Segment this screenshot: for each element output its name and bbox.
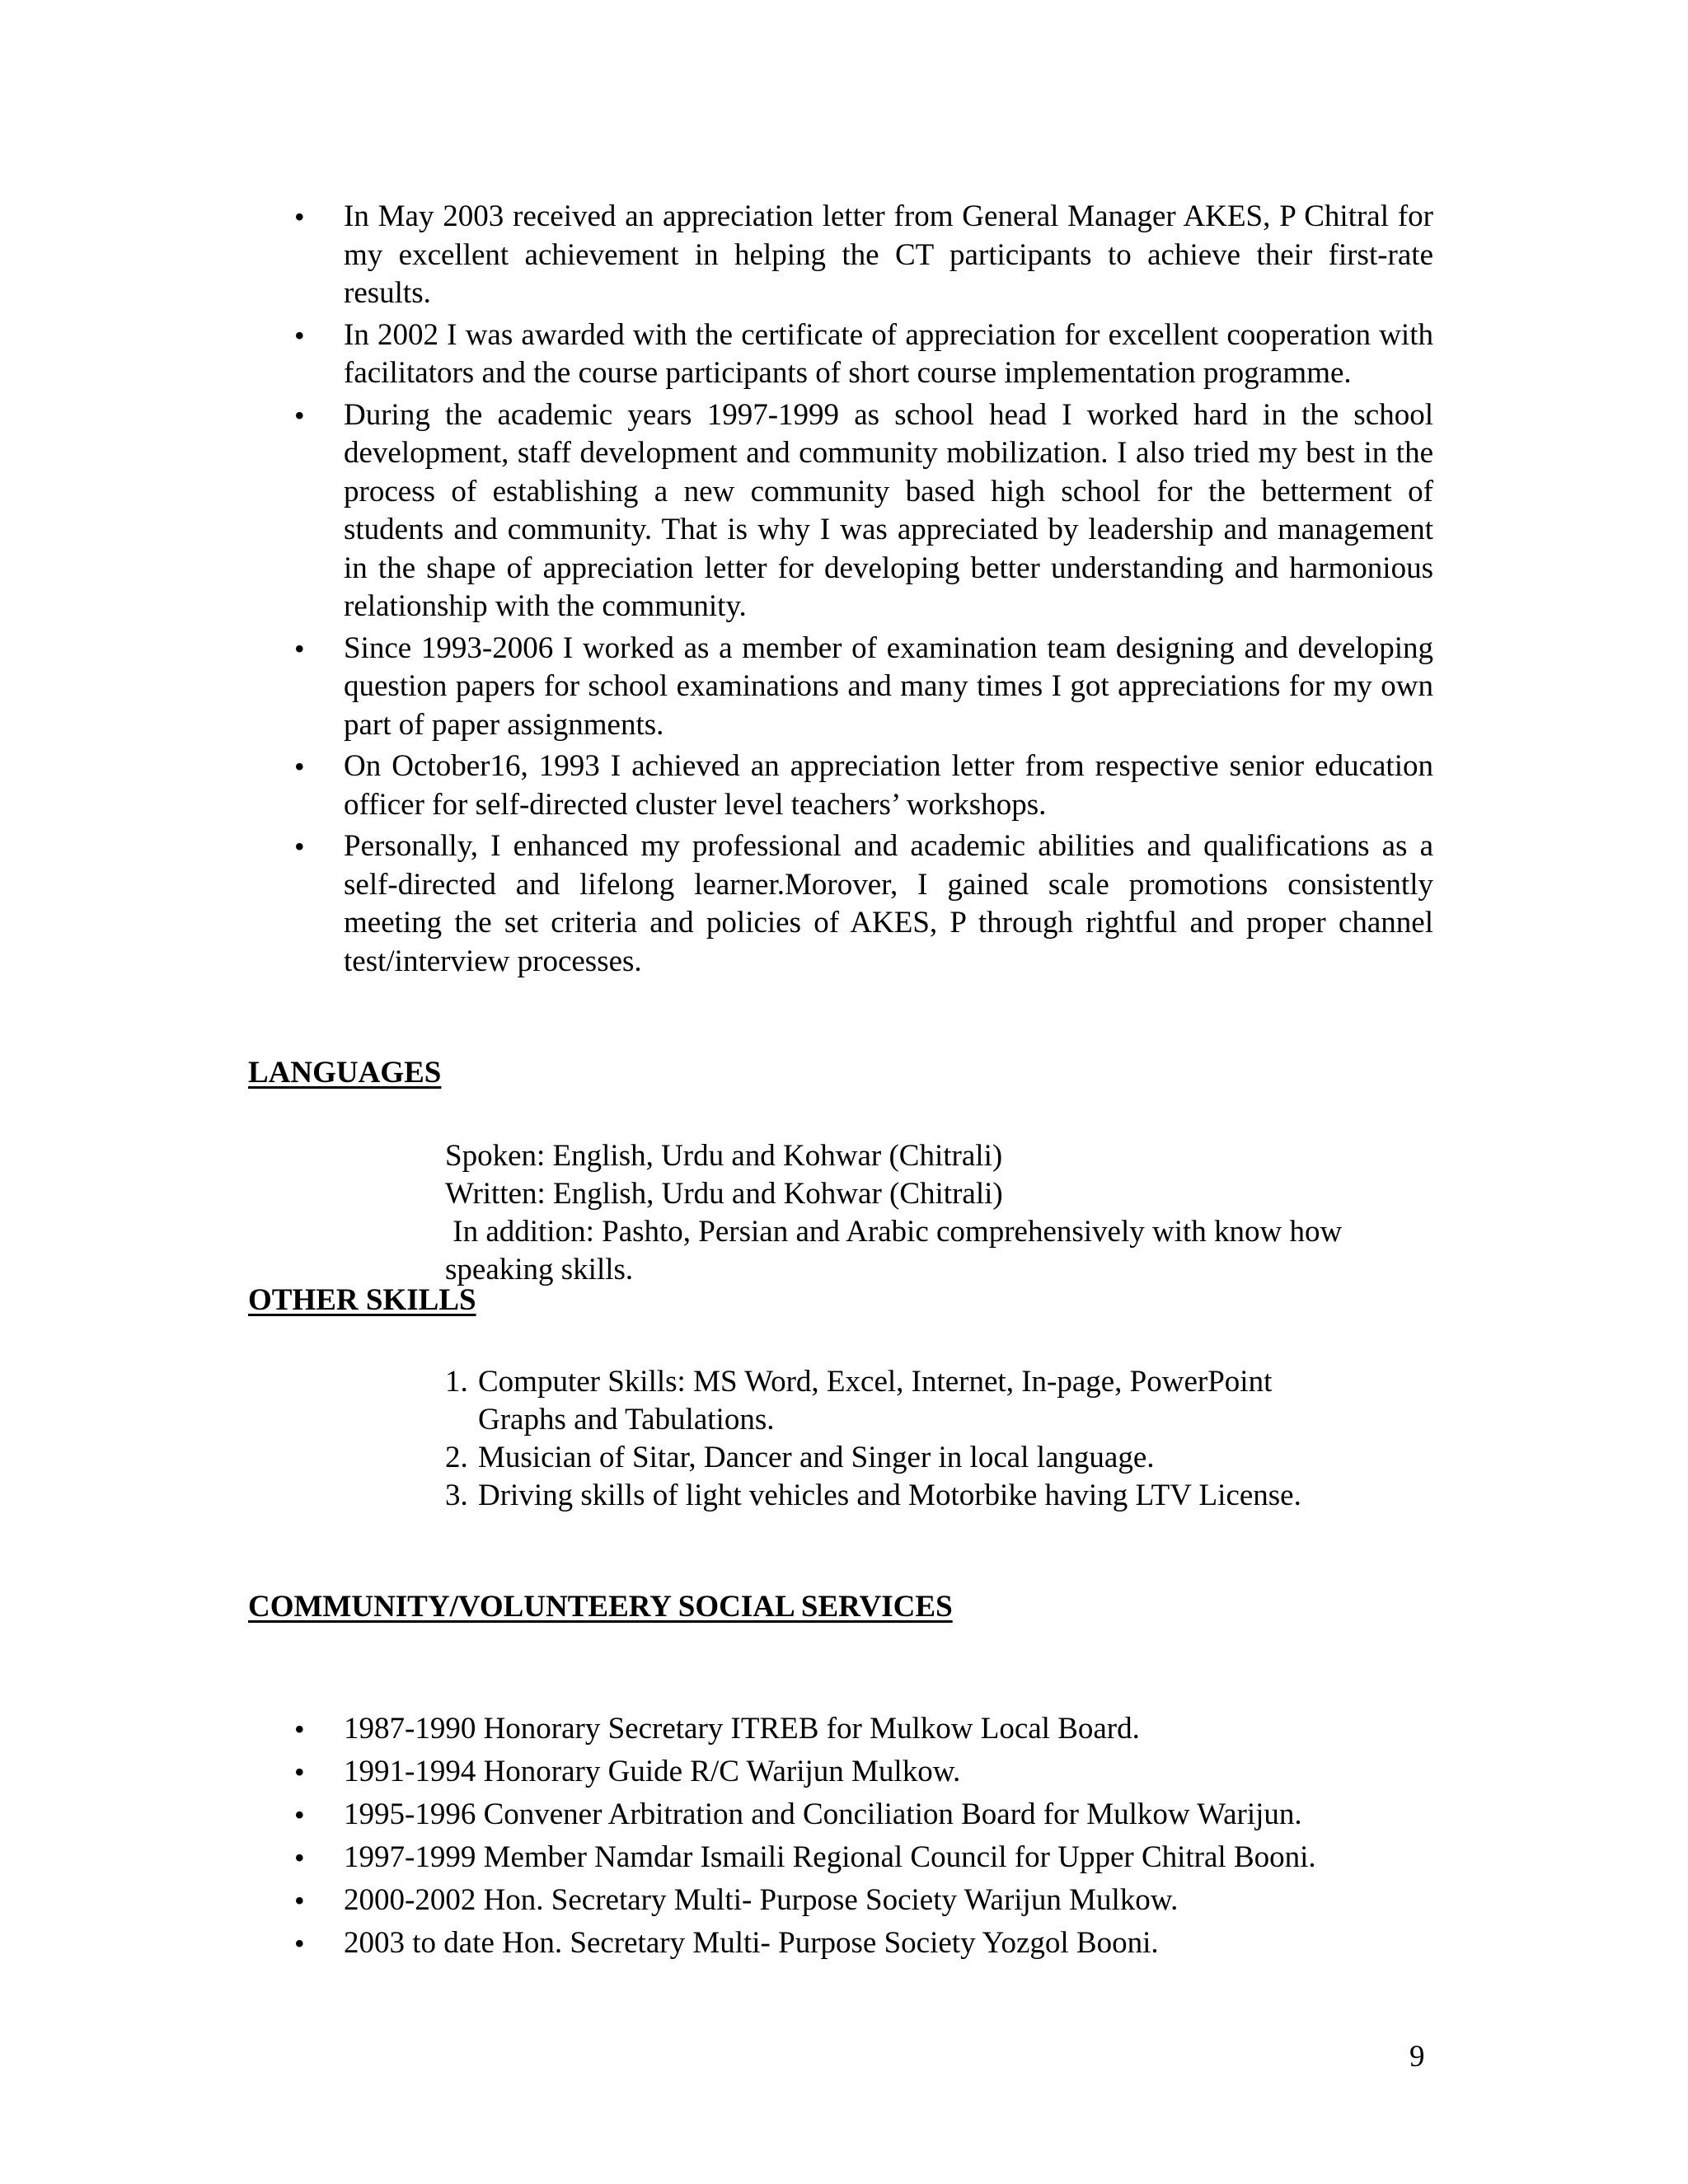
bullet-icon: •: [294, 631, 305, 665]
skill-item: [445, 1477, 1434, 1515]
service-text: 1995-1996 Convener Arbitration and Conciliation Board for Mulkow Warijun.: [344, 1797, 1302, 1831]
skill-number: 3.: [445, 1479, 468, 1512]
skill-text: Driving skills of light vehicles and Motorbike having LTV License.: [478, 1479, 1301, 1512]
other-skills-heading: OTHER SKILLS: [248, 1283, 476, 1317]
skill-number: 2.: [445, 1441, 468, 1474]
achievement-item: [294, 316, 1433, 393]
bullet-icon: •: [294, 750, 305, 783]
bullet-icon: •: [294, 1884, 305, 1917]
bullet-icon: •: [294, 1755, 305, 1788]
service-text: 1987-1990 Honorary Secretary ITREB for Mulkow Local Board.: [344, 1712, 1140, 1746]
service-item: [294, 1836, 1433, 1879]
bullet-icon: •: [294, 1798, 305, 1831]
achievement-item: [294, 748, 1433, 824]
achievement-item: [294, 827, 1433, 981]
bullet-icon: •: [294, 1713, 305, 1746]
community-heading: COMMUNITY/VOLUNTEERY SOCIAL SERVICES: [248, 1590, 953, 1624]
languages-addition-cont: speaking skills.: [445, 1253, 634, 1286]
bullet-icon: •: [294, 830, 305, 863]
service-text: 1991-1994 Honorary Guide R/C Warijun Mulkow.: [344, 1755, 961, 1788]
bullet-icon: •: [294, 318, 305, 352]
achievement-text: On October16, 1993 I achieved an appreciation letter from respective senior education officer for self-directed cluster level teachers’ workshops.: [344, 749, 1433, 822]
achievement-item: [294, 396, 1433, 626]
service-item: [294, 1708, 1433, 1750]
bullet-icon: •: [294, 200, 305, 233]
service-item: [294, 1879, 1433, 1922]
bullet-icon: •: [294, 1841, 305, 1874]
skill-text: Musician of Sitar, Dancer and Singer in local language.: [478, 1441, 1155, 1474]
languages-written: Written: English, Urdu and Kohwar (Chitrali): [445, 1177, 1003, 1211]
service-item: [294, 1750, 1433, 1793]
achievement-item: [294, 630, 1433, 745]
languages-spoken: Spoken: English, Urdu and Kohwar (Chitrali): [445, 1139, 1003, 1173]
languages-addition: In addition: Pashto, Persian and Arabic comprehensively with know how: [445, 1215, 1343, 1249]
achievement-text: Personally, I enhanced my professional and academic abilities and qualifications as a self-directed and lifelong learner.Morover, I gained scale promotions consistently meeting the set criteria and policies of AKES, P through rightful and proper channel test/interview processes.: [344, 829, 1433, 978]
service-text: 2003 to date Hon. Secretary Multi- Purpose Society Yozgol Booni.: [344, 1926, 1159, 1960]
achievement-item: [294, 198, 1433, 313]
skills-list: [445, 1363, 1434, 1515]
bullet-icon: •: [294, 1927, 305, 1960]
skill-text: Computer Skills: MS Word, Excel, Internet, In-page, PowerPoint: [478, 1365, 1273, 1399]
languages-heading: LANGUAGES: [248, 1056, 442, 1090]
languages-block: [445, 1137, 1434, 1289]
achievement-text: In 2002 I was awarded with the certificate of appreciation for excellent cooperation with facilitators and the course participants of short course implementation programme.: [344, 317, 1433, 390]
achievements-list: [294, 198, 1433, 984]
achievement-text: In May 2003 received an appreciation letter from General Manager AKES, P Chitral for my excellent achievement in helping the CT participants to achieve their first-rate results.: [344, 199, 1433, 310]
achievement-text: Since 1993-2006 I worked as a member of examination team designing and developing question papers for school examinations and many times I got appreciations for my own part of paper assignments.: [344, 630, 1433, 742]
community-services-list: [294, 1708, 1433, 1965]
skill-text-cont: Graphs and Tabulations.: [478, 1403, 775, 1436]
achievement-text: During the academic years 1997-1999 as school head I worked hard in the school development, staff development and community mobilization. I also tried my best in the process of establishing a new community based high school for the betterment of students and community. That is why I was appreciated by leadership and management in the shape of appreciation letter for developing better understanding and harmonious relationship with the community.: [344, 397, 1433, 623]
skill-item: [445, 1363, 1434, 1439]
bullet-icon: •: [294, 398, 305, 432]
page-number: 9: [1409, 2040, 1425, 2074]
skill-number: 1.: [445, 1365, 468, 1399]
service-item: [294, 1793, 1433, 1836]
service-item: [294, 1922, 1433, 1965]
skill-item: [445, 1439, 1434, 1477]
service-text: 2000-2002 Hon. Secretary Multi- Purpose Society Warijun Mulkow.: [344, 1883, 1179, 1917]
service-text: 1997-1999 Member Namdar Ismaili Regional Council for Upper Chitral Booni.: [344, 1840, 1316, 1874]
